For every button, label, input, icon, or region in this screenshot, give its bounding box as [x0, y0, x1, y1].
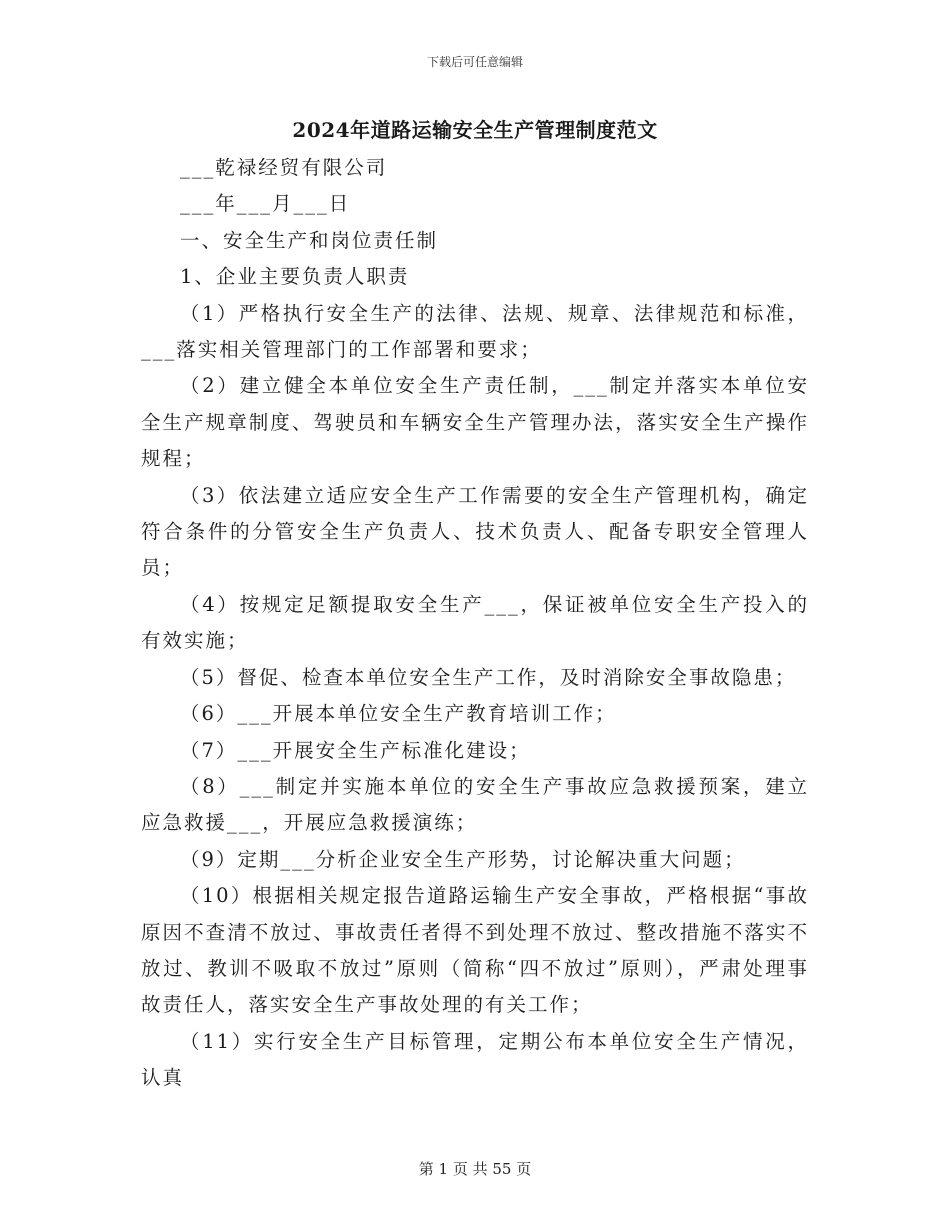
- document-title: 2024年道路运输安全生产管理制度范文: [292, 118, 658, 142]
- paragraph: （9）定期___分析企业安全生产形势，讨论解决重大问题；: [180, 847, 746, 871]
- paragraph: （11）实行安全生产目标管理，定期公布本单位安全生产情况，认真: [141, 1029, 809, 1090]
- paragraph: （1）严格执行安全生产的法律、法规、规章、法律规范和标准，___落实相关管理部门的工作部署和要求；: [141, 301, 809, 362]
- paragraph: （4）按规定足额提取安全生产___，保证被单位安全生产投入的有效实施；: [141, 592, 809, 653]
- section-heading: 一、安全生产和岗位责任制: [180, 228, 439, 252]
- subsection-heading: 1、企业主要负责人职责: [180, 265, 410, 289]
- paragraph: （5）督促、检查本单位安全生产工作，及时消除安全事故隐患；: [180, 665, 797, 689]
- paragraph: （3）依法建立适应安全生产工作需要的安全生产管理机构，确定符合条件的分管安全生产负责人、技术负责人、配备专职安全管理人员；: [141, 483, 809, 580]
- paragraph: （8）___制定并实施本单位的安全生产事故应急救援预案，建立应急救援___，开展应急救援演练；: [141, 774, 809, 835]
- paragraph: （7）___开展安全生产标准化建设；: [180, 738, 531, 762]
- document-body: [141, 150, 809, 1097]
- paragraph: （10）根据相关规定报告道路运输生产安全事故，严格根据“事故原因不查清不放过、事故责任者得不到处理不放过、整改措施不落实不放过、教训不吸取不放过”原则（简称“四不放过”原则），严肃处理事故责任人，落实安全生产事故处理的有关工作；: [141, 884, 809, 1017]
- page-number: 第 1 页 共 55 页: [418, 1160, 532, 1178]
- company-line: ___乾禄经贸有限公司: [180, 156, 388, 179]
- date-line: ___年___月___日: [180, 192, 351, 216]
- paragraph: （6）___开展本单位安全生产教育培训工作；: [180, 702, 617, 726]
- paragraph: （2）建立健全本单位安全生产责任制，___制定并落实本单位安全生产规章制度、驾驶员和车辆安全生产管理办法，落实安全生产操作规程；: [141, 374, 809, 471]
- header-note: 下载后可任意编辑: [426, 55, 523, 69]
